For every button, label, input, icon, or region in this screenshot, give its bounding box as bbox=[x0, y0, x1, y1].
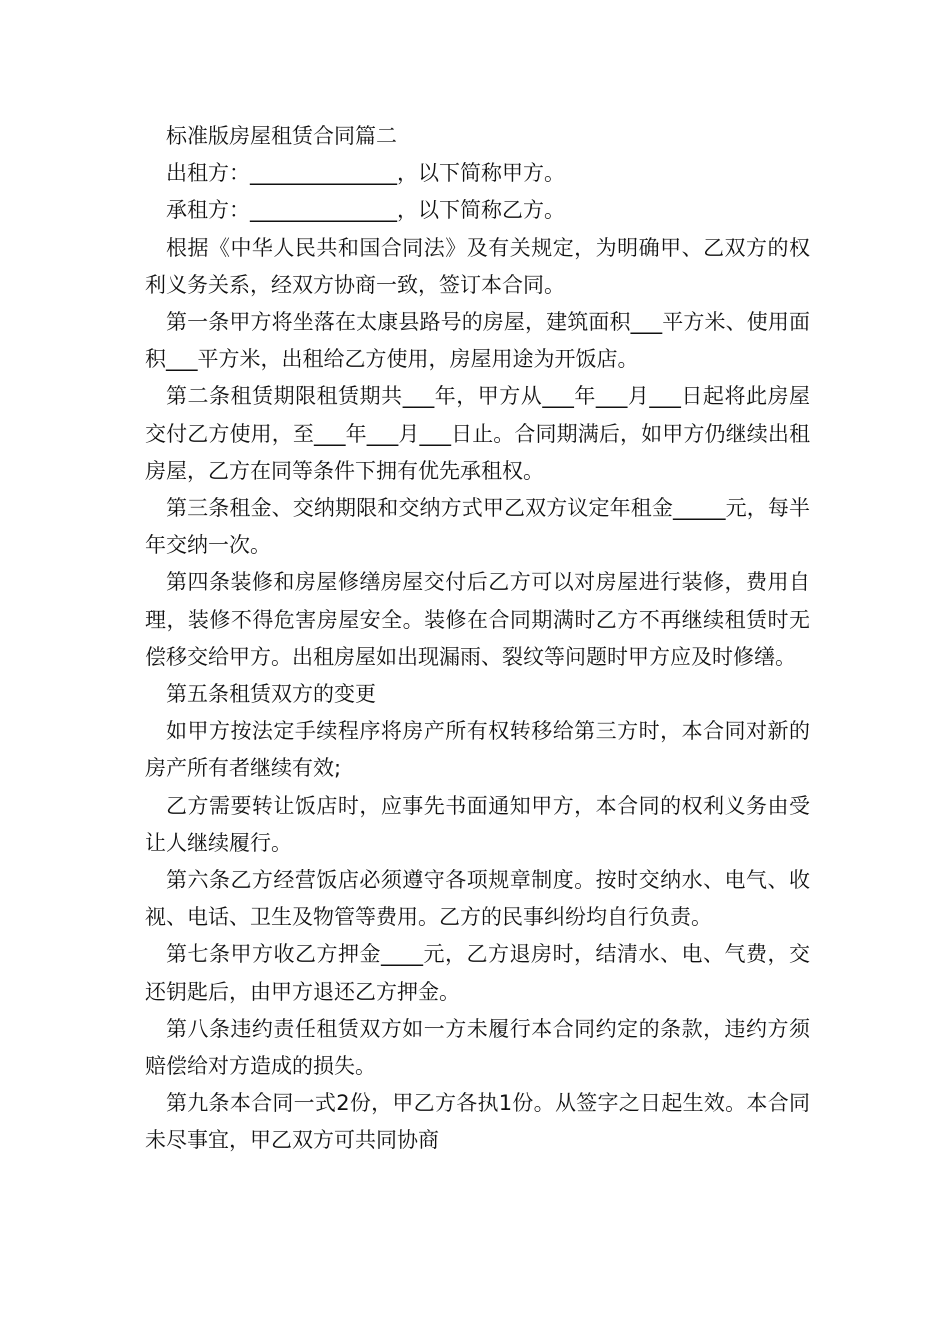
document-title: 标准版房屋租赁合同篇二 bbox=[166, 124, 397, 148]
clause-article-2: 第二条租赁期限租赁期共___年，甲方从___年___月___日起将此房屋交付乙方使用，至___年___月___日止。合同期满后，如甲方仍继续出租房屋，乙方在同等条件下拥有优先承租权。 bbox=[145, 384, 810, 483]
clause-article-1: 第一条甲方将坐落在太康县路号的房屋，建筑面积___平方米、使用面积___平方米，出租给乙方使用，房屋用途为开饭店。 bbox=[145, 310, 810, 372]
clause-lessee: 承租方：______________，以下简称乙方。 bbox=[166, 198, 565, 223]
clause-lessor: 出租方：______________，以下简称甲方。 bbox=[166, 161, 565, 186]
clause-article-6: 第六条乙方经营饭店必须遵守各项规章制度。按时交纳水、电气、收视、电话、卫生及物管等费用。乙方的民事纠纷均自行负责。 bbox=[145, 868, 810, 930]
clause-article-8: 第八条违约责任租赁双方如一方未履行本合同约定的条款，违约方须赔偿给对方造成的损失。 bbox=[145, 1016, 810, 1079]
clause-article-5-item-1: 如甲方按法定手续程序将房产所有权转移给第三方时，本合同对新的房产所有者继续有效; bbox=[145, 719, 810, 781]
document-body bbox=[145, 118, 810, 1160]
clause-article-5-heading: 第五条租赁双方的变更 bbox=[166, 682, 376, 707]
clause-article-5-item-2: 乙方需要转让饭店时，应事先书面通知甲方，本合同的权利义务由受让人继续履行。 bbox=[145, 793, 810, 855]
clause-article-4: 第四条装修和房屋修缮房屋交付后乙方可以对房屋进行装修，费用自理，装修不得危害房屋安全。装修在合同期满时乙方不再继续租赁时无偿移交给甲方。出租房屋如出现漏雨、裂纹等问题时甲方应及时修缮。 bbox=[145, 570, 810, 669]
clause-article-9: 第九条本合同一式2份，甲乙方各执1份。从签字之日起生效。本合同未尽事宜，甲乙双方可共同协商 bbox=[145, 1091, 810, 1153]
clause-article-3: 第三条租金、交纳期限和交纳方式甲乙双方议定年租金_____元，每半年交纳一次。 bbox=[145, 496, 810, 558]
clause-article-7: 第七条甲方收乙方押金____元，乙方退房时，结清水、电、气费，交还钥匙后，由甲方退还乙方押金。 bbox=[145, 942, 810, 1004]
clause-preamble: 根据《中华人民共和国合同法》及有关规定，为明确甲、乙双方的权利义务关系，经双方协商一致，签订本合同。 bbox=[145, 235, 810, 297]
